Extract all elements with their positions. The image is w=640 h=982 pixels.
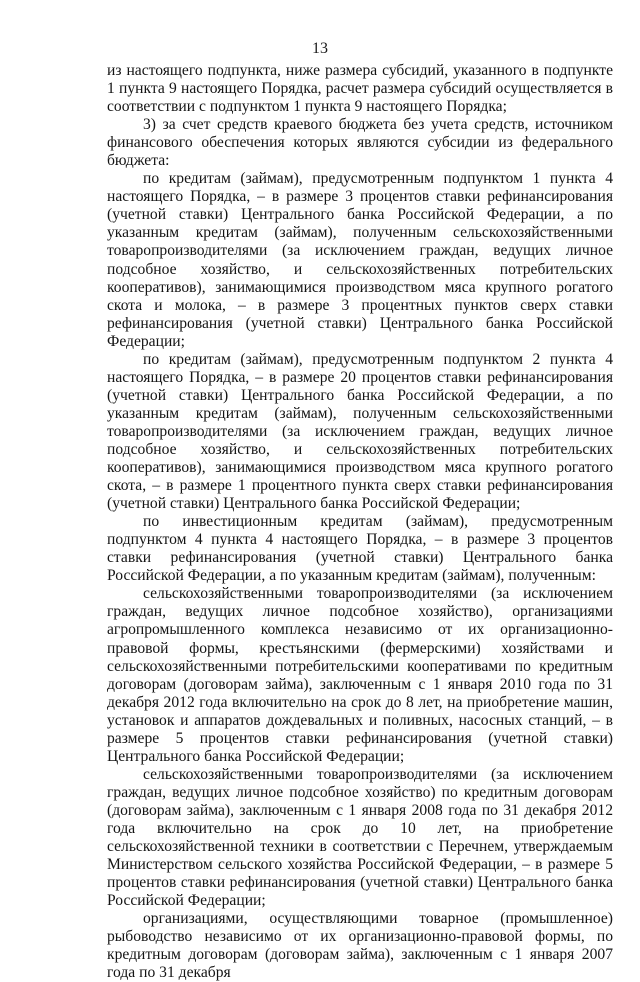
document-body xyxy=(107,62,613,982)
paragraph-recipients-fishery: организациями, осуществляющими товарное (промышленное) рыбоводство независимо от их организационно-правовой формы, по кредитным договорам (договорам займа), заключенным с 1 января 2007 года по 31 декабря xyxy=(107,910,613,982)
paragraph-credits-subpoint-2: по кредитам (займам), предусмотренным подпунктом 2 пункта 4 настоящего Порядка, – в размере 20 процентов ставки рефинансирования (учетной ставки) Центрального банка Российской Федерации, а по указанным кредитам (займам), полученным сельскохозяйственными товаропроизводителями (за исключением граждан, ведущих личное подсобное хозяйство, и сельскохозяйственных потребительских кооперативов), занимающимися производством мяса крупного рогатого скота, – в размере 1 процентного пункта сверх ставки рефинансирования (учетной ставки) Центрального банка Российской Федерации; xyxy=(107,350,613,513)
paragraph-continuation: из настоящего подпункта, ниже размера субсидий, указанного в подпункте 1 пункта 9 настоящего Порядка, расчет размера субсидий осуществляется в соответствии с подпунктом 1 пункта 9 настоящего Порядка; xyxy=(107,62,613,116)
paragraph-item-3: 3) за счет средств краевого бюджета без учета средств, источником финансового обеспечения которых являются субсидии из федерального бюджета: xyxy=(107,116,613,170)
page-number: 13 xyxy=(312,40,328,57)
paragraph-recipients-agro: сельскохозяйственными товаропроизводителями (за исключением граждан, ведущих личное подсобное хозяйство), организациями агропромышленного комплекса независимо от их организационно-правовой формы, крестьянскими (фермерскими) хозяйствами и сельскохозяйственными потребительскими кооперативами по кредитным договорам (договорам займа), заключенным с 1 января 2010 года по 31 декабря 2012 года включительно на срок до 8 лет, на приобретение машин, установок и аппаратов дождевальных и поливных, насосных станций, – в размере 5 процентов ставки рефинансирования (учетной ставки) Центрального банка Российской Федерации; xyxy=(107,585,613,765)
paragraph-recipients-machinery: сельскохозяйственными товаропроизводителями (за исключением граждан, ведущих личное подсобное хозяйство) по кредитным договорам (договорам займа), заключенным с 1 января 2008 года по 31 декабря 2012 года включительно на срок до 10 лет, на приобретение сельскохозяйственной техники в соответствии с Перечнем, утверждаемым Министерством сельского хозяйства Российской Федерации, – в размере 5 процентов ставки рефинансирования (учетной ставки) Центрального банка Российской Федерации; xyxy=(107,765,613,910)
paragraph-investment-credits: по инвестиционным кредитам (займам), предусмотренным подпунктом 4 пункта 4 настоящего Порядка, – в размере 3 процентов ставки рефинансирования (учетной ставки) Центрального банка Российской Федерации, а по указанным кредитам (займам), полученным: xyxy=(107,513,613,585)
paragraph-credits-subpoint-1: по кредитам (займам), предусмотренным подпунктом 1 пункта 4 настоящего Порядка, – в размере 3 процентов ставки рефинансирования (учетной ставки) Центрального банка Российской Федерации, а по указанным кредитам (займам), полученным сельскохозяйственными товаропроизводителями (за исключением граждан, ведущих личное подсобное хозяйство, и сельскохозяйственных потребительских кооперативов), занимающимися производством мяса крупного рогатого скота и молока, – в размере 3 процентных пунктов сверх ставки рефинансирования (учетной ставки) Центрального банка Российской Федерации; xyxy=(107,170,613,350)
